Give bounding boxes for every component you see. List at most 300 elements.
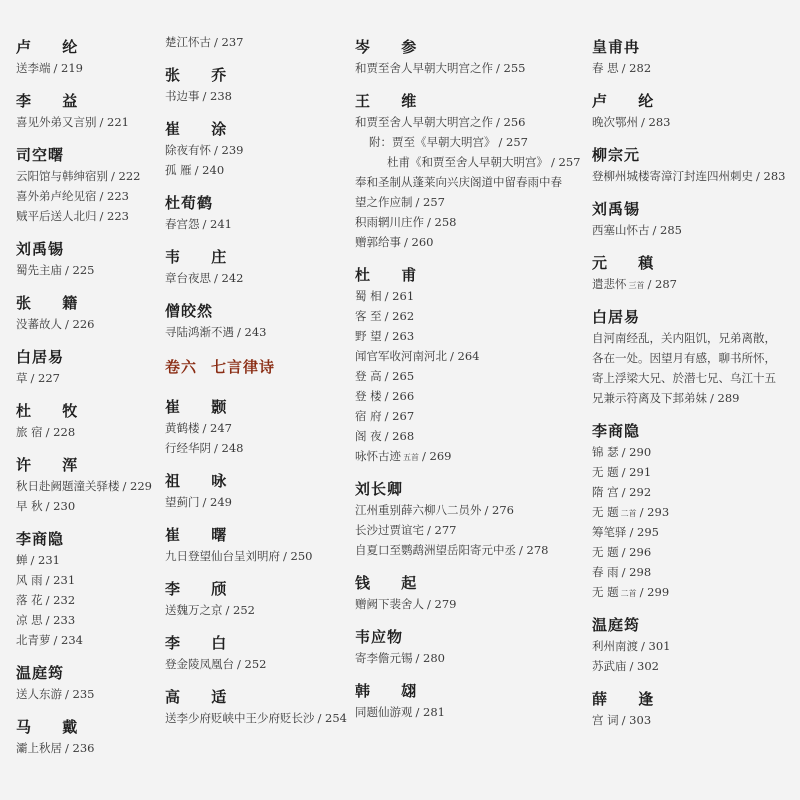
entry-page-number: / 292 (621, 485, 652, 499)
toc-entry[interactable] (16, 610, 156, 630)
section-gap (355, 78, 595, 86)
entry-page-number: / 232 (45, 593, 76, 607)
toc-entry[interactable] (165, 654, 350, 674)
author-heading: 柳宗元 (592, 146, 641, 164)
author-heading: 张 乔 (165, 66, 240, 84)
entry-page-number: / 254 (317, 711, 347, 725)
entry-page-number: / 256 (496, 115, 526, 129)
entry-title: 望之作应制 (355, 195, 413, 209)
entry-title: 无 题 (592, 505, 619, 519)
entry-page-number: / 240 (194, 163, 225, 177)
toc-entry[interactable] (592, 58, 797, 78)
entry-page-number: / 269 (422, 449, 452, 463)
entry-page-number: / 235 (65, 687, 95, 701)
section-gap (165, 384, 350, 392)
author-heading: 马 戴 (16, 718, 91, 736)
author-heading: 卢 纶 (16, 38, 91, 56)
toc-entry[interactable] (165, 32, 350, 52)
entry-page-number: / 301 (641, 639, 671, 653)
toc-entry[interactable] (592, 482, 797, 502)
toc-entry[interactable] (16, 476, 156, 496)
toc-entry[interactable] (592, 274, 797, 294)
author-heading: 僧皎然 (165, 302, 214, 320)
toc-entry[interactable] (592, 710, 797, 730)
toc-entry[interactable] (355, 520, 595, 540)
section-gap (16, 132, 156, 140)
entry-title: 蜀先主庙 (16, 263, 62, 277)
toc-entry[interactable] (16, 112, 156, 132)
entry-title: 送李少府贬峡中王少府贬长沙 (165, 711, 315, 725)
toc-entry[interactable] (16, 738, 156, 758)
toc-entry[interactable] (165, 418, 350, 438)
entry-title: 无 题 (592, 465, 619, 479)
entry-title: 寄上浮梁大兄、於潜七兄、乌江十五 (592, 371, 776, 385)
author-heading: 李 益 (16, 92, 91, 110)
toc-entry[interactable] (165, 160, 350, 180)
entry-title: 利州南渡 (592, 639, 638, 653)
entry-page-number: / 241 (202, 217, 232, 231)
toc-entry[interactable] (165, 322, 350, 342)
entry-page-number: / 231 (30, 553, 60, 567)
toc-column-3 (355, 32, 595, 722)
toc-entry[interactable] (16, 550, 156, 570)
entry-page-number: / 221 (99, 115, 129, 129)
entry-page-number: / 225 (65, 263, 95, 277)
entry-title: 晚次鄂州 (592, 115, 638, 129)
toc-entry[interactable] (165, 268, 350, 288)
entry-title: 筹笔驿 (592, 525, 627, 539)
toc-entry[interactable] (355, 326, 595, 346)
entry-title: 秋日赴阙题潼关驿楼 (16, 479, 120, 493)
entry-title: 西塞山怀古 (592, 223, 650, 237)
entry-title: 孤 雁 (165, 163, 192, 177)
author-heading: 祖 咏 (165, 472, 240, 490)
toc-entry[interactable] (165, 86, 350, 106)
entry-title: 送李端 (16, 61, 51, 75)
entry-page-number: / 219 (53, 61, 83, 75)
section-gap (592, 132, 797, 140)
entry-page-number: / 303 (621, 713, 652, 727)
author-heading: 李商隐 (16, 530, 65, 548)
author-heading: 温庭筠 (16, 664, 65, 682)
entry-page-number: / 298 (621, 565, 652, 579)
toc-entry[interactable] (355, 192, 595, 212)
toc-entry[interactable] (355, 446, 595, 466)
entry-title: 北青萝 (16, 633, 51, 647)
toc-entry[interactable] (592, 348, 797, 368)
entry-page-number: / 234 (53, 633, 83, 647)
entry-page-number: / 283 (756, 169, 786, 183)
toc-entry[interactable] (355, 112, 595, 132)
entry-title: 蜀 相 (355, 289, 382, 303)
toc-entry[interactable] (355, 406, 595, 426)
toc-entry[interactable] (355, 346, 595, 366)
section-gap (165, 566, 350, 574)
entry-title: 登 高 (355, 369, 382, 383)
entry-page-number: / 265 (384, 369, 415, 383)
section-gap (16, 704, 156, 712)
author-heading: 韩 翃 (355, 682, 430, 700)
entry-title: 望蓟门 (165, 495, 200, 509)
entry-page-number: / 295 (629, 525, 659, 539)
author-heading: 崔 颢 (165, 398, 240, 416)
author-heading: 卢 纶 (592, 92, 667, 110)
chapter-volume: 卷六 (165, 358, 198, 376)
toc-column-4 (592, 32, 797, 730)
entry-title: 自河南经乱，关内阻饥，兄弟离散， (592, 331, 776, 345)
entry-page-number: / 257 (498, 135, 528, 149)
entry-title: 奉和圣制从蓬莱向兴庆阁道中留春雨中春 (355, 175, 562, 189)
toc-entry[interactable] (355, 172, 595, 192)
entry-title: 自夏口至鹦鹉洲望岳阳寄元中丞 (355, 543, 516, 557)
author-heading: 刘长卿 (355, 480, 404, 498)
entry-title: 苏武庙 (592, 659, 627, 673)
author-heading: 杜荀鹤 (165, 194, 214, 212)
entry-title: 凉 思 (16, 613, 43, 627)
entry-page-number: / 230 (45, 499, 76, 513)
toc-entry[interactable] (16, 496, 156, 516)
author-heading: 温庭筠 (592, 616, 641, 634)
section-gap (355, 614, 595, 622)
toc-entry[interactable] (355, 500, 595, 520)
entry-note: 二首 (620, 509, 637, 518)
section-gap (355, 668, 595, 676)
toc-entry[interactable] (355, 232, 595, 252)
author-heading: 钱 起 (355, 574, 430, 592)
section-gap (592, 602, 797, 610)
entry-title: 春 思 (592, 61, 619, 75)
entry-page-number: / 263 (384, 329, 415, 343)
entry-page-number: / 280 (415, 651, 445, 665)
entry-page-number: / 290 (621, 445, 652, 459)
entry-page-number: / 267 (384, 409, 415, 423)
entry-page-number: / 257 (415, 195, 445, 209)
entry-page-number: / 233 (45, 613, 76, 627)
toc-entry[interactable] (592, 328, 797, 348)
entry-title: 章台夜思 (165, 271, 211, 285)
entry-title: 遣悲怀 (592, 277, 627, 291)
entry-page-number: / 281 (415, 705, 445, 719)
toc-entry[interactable] (592, 388, 797, 408)
entry-page-number: / 257 (551, 155, 581, 169)
section-gap (165, 458, 350, 466)
entry-title: 春宫怨 (165, 217, 200, 231)
section-gap (16, 650, 156, 658)
toc-entry[interactable] (592, 582, 797, 602)
entry-page-number: / 252 (225, 603, 255, 617)
toc-entry[interactable] (592, 112, 797, 132)
entry-page-number: / 266 (384, 389, 415, 403)
author-heading: 岑 参 (355, 38, 430, 56)
toc-entry[interactable] (165, 708, 350, 728)
entry-page-number: / 237 (214, 35, 244, 49)
entry-title: 书边事 (165, 89, 200, 103)
section-gap (16, 516, 156, 524)
section-gap (16, 78, 156, 86)
entry-page-number: / 252 (237, 657, 267, 671)
toc-entry[interactable] (355, 594, 595, 614)
entry-title: 楚江怀古 (165, 35, 211, 49)
section-gap (165, 288, 350, 296)
entry-page-number: / 239 (214, 143, 244, 157)
section-gap (16, 280, 156, 288)
toc-entry[interactable] (16, 206, 156, 226)
entry-title: 贼平后送人北归 (16, 209, 97, 223)
entry-title: 附：贾至《早朝大明宫》 (369, 135, 496, 149)
author-heading: 薛 逢 (592, 690, 667, 708)
entry-page-number: / 243 (237, 325, 267, 339)
author-heading: 元 稹 (592, 254, 667, 272)
toc-entry[interactable] (355, 212, 595, 232)
entry-title: 喜见外弟又言别 (16, 115, 97, 129)
entry-page-number: / 226 (65, 317, 95, 331)
author-heading: 杜 牧 (16, 402, 91, 420)
entry-page-number: / 238 (202, 89, 232, 103)
section-gap (16, 388, 156, 396)
section-gap (355, 560, 595, 568)
toc-entry[interactable] (16, 684, 156, 704)
toc-entry[interactable] (592, 636, 797, 656)
entry-title: 野 望 (355, 329, 382, 343)
entry-page-number: / 278 (519, 543, 549, 557)
author-heading: 崔 曙 (165, 526, 240, 544)
section-gap (592, 186, 797, 194)
toc-entry[interactable] (592, 220, 797, 240)
section-gap (355, 252, 595, 260)
toc-column-2 (165, 32, 350, 728)
author-heading: 韦 庄 (165, 248, 240, 266)
entry-title: 寄李儋元锡 (355, 651, 413, 665)
entry-page-number: / 291 (621, 465, 652, 479)
entry-page-number: / 283 (641, 115, 671, 129)
section-gap (165, 674, 350, 682)
entry-title: 蝉 (16, 553, 28, 567)
entry-title: 寻陆鸿渐不遇 (165, 325, 234, 339)
entry-page-number: / 236 (65, 741, 95, 755)
entry-page-number: / 268 (384, 429, 415, 443)
entry-title: 没蕃故人 (16, 317, 62, 331)
entry-title: 宫 词 (592, 713, 619, 727)
toc-entry[interactable] (592, 462, 797, 482)
entry-title: 风 雨 (16, 573, 43, 587)
toc-entry[interactable] (16, 368, 156, 388)
entry-page-number: / 282 (621, 61, 652, 75)
entry-title: 无 题 (592, 545, 619, 559)
toc-entry[interactable] (16, 590, 156, 610)
entry-title: 锦 瑟 (592, 445, 619, 459)
entry-title: 春 雨 (592, 565, 619, 579)
toc-entry[interactable] (355, 152, 595, 172)
entry-page-number: / 249 (202, 495, 232, 509)
entry-page-number: / 247 (202, 421, 232, 435)
entry-title: 旅 宿 (16, 425, 43, 439)
toc-entry[interactable] (355, 648, 595, 668)
entry-page-number: / 296 (621, 545, 652, 559)
toc-entry[interactable] (592, 562, 797, 582)
toc-entry[interactable] (16, 422, 156, 442)
toc-entry[interactable] (16, 314, 156, 334)
entry-page-number: / 258 (427, 215, 457, 229)
entry-title: 无 题 (592, 585, 619, 599)
entry-title: 客 至 (355, 309, 382, 323)
section-gap (165, 106, 350, 114)
entry-page-number: / 242 (214, 271, 244, 285)
entry-page-number: / 223 (99, 209, 129, 223)
author-heading: 杜 甫 (355, 266, 430, 284)
toc-entry[interactable] (165, 600, 350, 620)
entry-note: 二首 (620, 589, 637, 598)
entry-page-number: / 293 (639, 505, 670, 519)
author-heading: 张 籍 (16, 294, 91, 312)
entry-title: 登金陵凤凰台 (165, 657, 234, 671)
section-gap (16, 226, 156, 234)
toc-entry[interactable] (165, 492, 350, 512)
toc-entry[interactable] (355, 306, 595, 326)
chapter-title: 七言律诗 (211, 358, 276, 376)
entry-page-number: / 227 (30, 371, 60, 385)
toc-entry[interactable] (592, 502, 797, 522)
entry-title: 登 楼 (355, 389, 382, 403)
entry-title: 隋 宫 (592, 485, 619, 499)
toc-entry[interactable] (16, 570, 156, 590)
section-gap (355, 466, 595, 474)
entry-title: 和贾至舍人早朝大明宫之作 (355, 61, 493, 75)
toc-entry[interactable] (165, 214, 350, 234)
entry-title: 长沙过贾谊宅 (355, 523, 424, 537)
author-heading: 李 白 (165, 634, 240, 652)
section-gap (165, 180, 350, 188)
entry-title: 杜甫《和贾至舍人早朝大明宫》 (387, 155, 548, 169)
entry-page-number: / 261 (384, 289, 415, 303)
author-heading: 许 浑 (16, 456, 91, 474)
toc-entry[interactable] (16, 186, 156, 206)
author-heading: 王 维 (355, 92, 430, 110)
entry-page-number: / 289 (710, 391, 740, 405)
entry-page-number: / 264 (450, 349, 480, 363)
entry-title: 和贾至舍人早朝大明宫之作 (355, 115, 493, 129)
entry-page-number: / 302 (629, 659, 659, 673)
entry-page-number: / 285 (652, 223, 682, 237)
author-heading: 司空曙 (16, 146, 65, 164)
toc-entry[interactable] (355, 58, 595, 78)
section-gap (165, 234, 350, 242)
entry-title: 赠阙下裴舍人 (355, 597, 424, 611)
section-gap (592, 240, 797, 248)
entry-title: 送人东游 (16, 687, 62, 701)
toc-entry[interactable] (355, 132, 595, 152)
section-gap (165, 620, 350, 628)
entry-title: 行经华阴 (165, 441, 211, 455)
entry-title: 阁 夜 (355, 429, 382, 443)
toc-entry[interactable] (592, 368, 797, 388)
entry-note: 五首 (403, 453, 419, 462)
entry-page-number: / 248 (214, 441, 244, 455)
entry-page-number: / 255 (496, 61, 526, 75)
toc-entry[interactable] (165, 438, 350, 458)
section-gap (16, 442, 156, 450)
author-heading: 韦应物 (355, 628, 404, 646)
entry-title: 喜外弟卢纶见宿 (16, 189, 97, 203)
entry-title: 草 (16, 371, 28, 385)
section-gap (165, 52, 350, 60)
toc-entry[interactable] (355, 386, 595, 406)
toc-entry[interactable] (355, 702, 595, 722)
author-heading: 李商隐 (592, 422, 641, 440)
entry-title: 同题仙游观 (355, 705, 413, 719)
entry-title: 黄鹤楼 (165, 421, 200, 435)
entry-page-number: / 229 (122, 479, 152, 493)
entry-title: 云阳馆与韩绅宿别 (16, 169, 108, 183)
author-heading: 刘禹锡 (592, 200, 641, 218)
toc-entry[interactable] (165, 140, 350, 160)
entry-page-number: / 262 (384, 309, 415, 323)
entry-title: 闻官军收河南河北 (355, 349, 447, 363)
chapter-heading (165, 354, 350, 380)
section-gap (592, 408, 797, 416)
entry-page-number: / 287 (647, 277, 677, 291)
toc-entry[interactable] (592, 522, 797, 542)
toc-entry[interactable] (16, 260, 156, 280)
author-heading: 刘禹锡 (16, 240, 65, 258)
toc-entry[interactable] (355, 366, 595, 386)
entry-title: 除夜有怀 (165, 143, 211, 157)
toc-entry[interactable] (592, 656, 797, 676)
entry-title: 落 花 (16, 593, 43, 607)
section-gap (165, 512, 350, 520)
toc-entry[interactable] (16, 630, 156, 650)
entry-page-number: / 277 (427, 523, 457, 537)
entry-page-number: / 279 (427, 597, 457, 611)
entry-page-number: / 223 (99, 189, 129, 203)
toc-column-1 (16, 32, 156, 758)
entry-page-number: / 260 (404, 235, 434, 249)
entry-title: 送魏万之京 (165, 603, 223, 617)
toc-entry[interactable] (592, 442, 797, 462)
entry-title: 九日登望仙台呈刘明府 (165, 549, 280, 563)
entry-title: 咏怀古迹 (355, 449, 401, 463)
entry-page-number: / 299 (639, 585, 670, 599)
entry-title: 登柳州城楼寄漳汀封连四州刺史 (592, 169, 753, 183)
entry-title: 早 秋 (16, 499, 43, 513)
author-heading: 高 适 (165, 688, 240, 706)
toc-entry[interactable] (16, 166, 156, 186)
author-heading: 崔 涂 (165, 120, 240, 138)
entry-title: 灞上秋居 (16, 741, 62, 755)
toc-entry[interactable] (592, 542, 797, 562)
entry-title: 赠郭给事 (355, 235, 401, 249)
entry-note: 三首 (628, 281, 645, 290)
entry-page-number: / 228 (45, 425, 76, 439)
section-gap (16, 334, 156, 342)
author-heading: 白居易 (16, 348, 65, 366)
entry-title: 江州重别薛六柳八二员外 (355, 503, 482, 517)
section-gap (592, 294, 797, 302)
toc-entry[interactable] (355, 286, 595, 306)
toc-entry[interactable] (355, 540, 595, 560)
toc-entry[interactable] (16, 58, 156, 78)
entry-title: 积雨辋川庄作 (355, 215, 424, 229)
toc-entry[interactable] (355, 426, 595, 446)
entry-page-number: / 250 (283, 549, 313, 563)
toc-entry[interactable] (592, 166, 797, 186)
author-heading: 皇甫冉 (592, 38, 641, 56)
section-gap (592, 78, 797, 86)
entry-title: 各在一处。因望月有感，聊书所怀， (592, 351, 776, 365)
toc-entry[interactable] (165, 546, 350, 566)
entry-page-number: / 222 (111, 169, 141, 183)
entry-title: 宿 府 (355, 409, 382, 423)
author-heading: 李 颀 (165, 580, 240, 598)
